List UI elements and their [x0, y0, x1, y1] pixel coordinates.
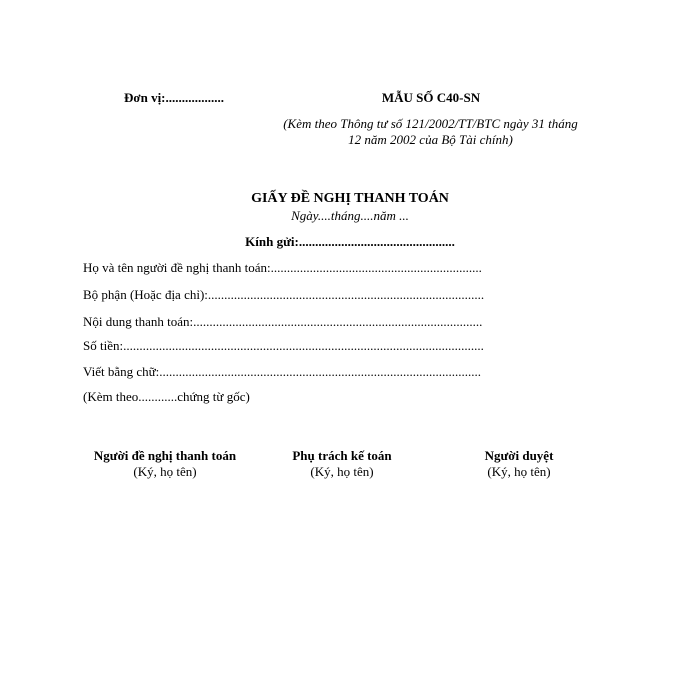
field-attached-documents: (Kèm theo............chứng từ gốc) [83, 389, 250, 404]
field-requester-name: Họ và tên người đề nghị thanh toán:................................................................. [83, 260, 482, 275]
addressee-line: Kính gửi:................................................ [245, 234, 455, 249]
attached-regulation-line-1: (Kèm theo Thông tư số 121/2002/TT/BTC ngày 31 tháng [283, 116, 578, 131]
document-date: Ngày....tháng....năm ... [291, 208, 409, 223]
field-payment-content: Nội dung thanh toán:......................................................................................... [83, 314, 483, 329]
signature-requester-note: (Ký, họ tên) [133, 464, 197, 479]
unit-label: Đơn vị:.................. [124, 90, 225, 105]
field-amount: Số tiền:............................................................................................................... [83, 338, 484, 353]
form-number: MẪU SỐ C40-SN [381, 90, 481, 105]
signature-accountant-title: Phụ trách kế toán [292, 448, 392, 463]
document-title: GIẤY ĐỀ NGHỊ THANH TOÁN [251, 191, 449, 206]
signature-requester-title: Người đề nghị thanh toán [93, 448, 237, 463]
signature-accountant-note: (Ký, họ tên) [310, 464, 374, 479]
field-amount-in-words: Viết bằng chữ:................................................................................................... [83, 364, 482, 379]
signature-approver-title: Người duyệt [484, 448, 554, 463]
field-department: Bộ phận (Hoặc địa chỉ):..................................................................................... [83, 287, 485, 302]
attached-regulation-line-2: 12 năm 2002 của Bộ Tài chính) [348, 132, 513, 147]
signature-approver-note: (Ký, họ tên) [487, 464, 551, 479]
